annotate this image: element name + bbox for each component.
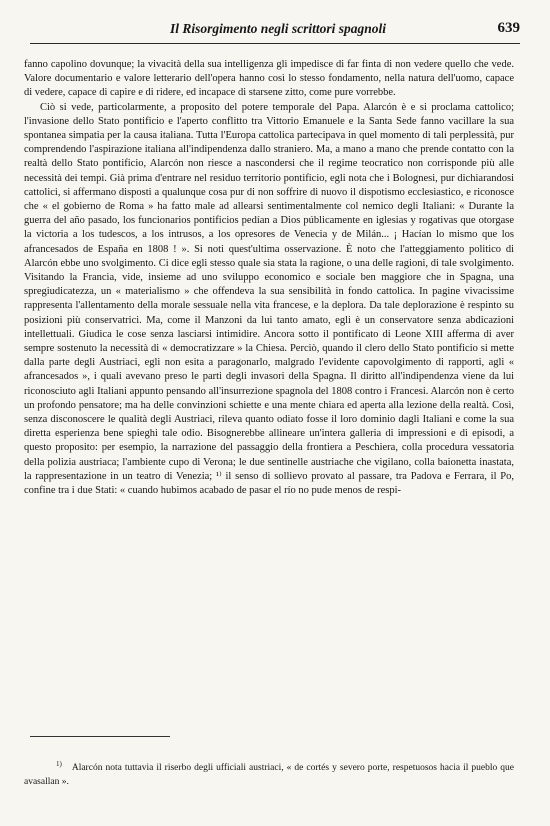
footnote-text: Alarcón nota tuttavia il riserbo degli ufficiali austriaci, « de cortés y severo porte, respetuosos hacia il pueblo que avasallan ». [24,763,514,787]
header-rule [30,43,520,44]
body-text [24,58,514,498]
footnote [24,758,514,789]
footnote-rule [30,736,170,737]
running-title: Il Risorgimento negli scrittori spagnoli [169,21,387,36]
footnote-marker: 1) [56,760,62,768]
paragraph-papal-power: Ciò si vede, particolarmente, a proposito del potere temporale del Papa. Alarcón è e si proclama cattolico; l'invasione dello Stato pontificio e l'aperto conflitto tra Vittorio Emanuele e la Santa Sede fanno vacillare la sua spontanea simpatia per la causa italiana. Tutta l'Europa cattolica partecipava in quel momento di tali perplessità, pur comprendendo l'aspirazione italiana all'indipendenza dallo straniero. Ma, a mano a mano che prende contatto con la realtà dello Stato pontificio, Alarcón non riesce a nascondersi che il regime teocratico non corrisponde più alle necessità dei tempi. Già prima d'entrare nel residuo territorio pontificio, egli nota che i Bolognesi, pur dichiarandosi cattolici, si affermano disposti a qualunque cosa pur di non soffrire di nuovo il dispotismo ecclesiastico, e riconosce che « el gobierno de Roma » ha fatto male ad allearsi sentimentalmente col nemico degli Italiani: « Durante la guerra del año pasado, los funcionarios pontificios pedían a Dios públicamente en iglesias y rogativas que otorgase la victoria a los tudescos, a los intrusos, a los opresores de Venecia y de Milán... ¡ Hacían lo mismo que los afrancesados de España en 1808 ! ». Si noti quest'ultima osservazione. È noto che l'atteggiamento politico di Alarcón ebbe uno svolgimento. Ci dice egli stesso quale sia stata la ragione, o una delle ragioni, di tale svolgimento. Visitando la Francia, vide, insieme ad uno sviluppo economico e sociale ben maggiore che in Spagna, una spregiudicatezza, un « materialismo » che offendeva la sua sensibilità in fondo cattolica. In pagine vivacissime rappresenta l'allentamento della morale sessuale nella vita francese, e la deplora. Da tale deplorazione è respinto su posizioni più conservatrici. Ma, come il Manzoni da lui tanto amato, egli è un conservatore senza abdicazioni intellettuali. Giudica le cose senza lasciarsi intimidire. Ancora sotto il pontificato di Leone XIII afferma di aver sempre sostenuto la necessità di « democratizzare » la Chiesa. Perciò, quando il clero dello Stato pontificio si mette dalla parte degli Austriaci, egli non esita a paragonarlo, malgrado l'evidente capovolgimento di rapporti, agli « afrancesados », i quali avevano preso le parti degli invasori della Spagna. Il diritto all'indipendenza viene da lui riconosciuto agli Italiani appunto pensando all'insurrezione spagnola del 1808 contro i Francesi. Alarcón non è certo un profondo pensatore; ma ha delle convinzioni schiette e una mente chiara ed aperta alla lezione della realtà. Così, senza disconoscere le qualità degli Austriaci, rileva quanto odiato fosse il loro dominio dagli Italiani e come la sua diretta esperienza bene spieghi tale odio. Bisognerebbe allineare un'intera galleria di impressioni e di episodi, a questo proposito: per esempio, la narrazione del passaggio della frontiera a Peschiera, colla procedura vessatoria della polizia austriaca; l'ambiente cupo di Verona; le due sentinelle austriache che vigilano, colla baionetta inastata, la rappresentazione in un teatro di Venezia; ¹⁾ il senso di sollievo provato al passare, tra Padova e Ferrara, il Po, confine tra i due Stati: « cuando hubimos acabado de pasar el río no pude menos de respi- [24,101,514,497]
page-number: 639 [497,20,520,36]
running-header [36,20,520,40]
paragraph-continuation: fanno capolino dovunque; la vivacità della sua intelligenza gli impedisce di far finta di non vedere quello che vede. Valore documentario e valore letterario dell'opera hanno così lo stesso fondamento, nella natura dell'uomo, capace di vedere, capace di capire e di ridere, ed incapace di starsene zitto, come pure vorrebbe. [24,59,514,99]
